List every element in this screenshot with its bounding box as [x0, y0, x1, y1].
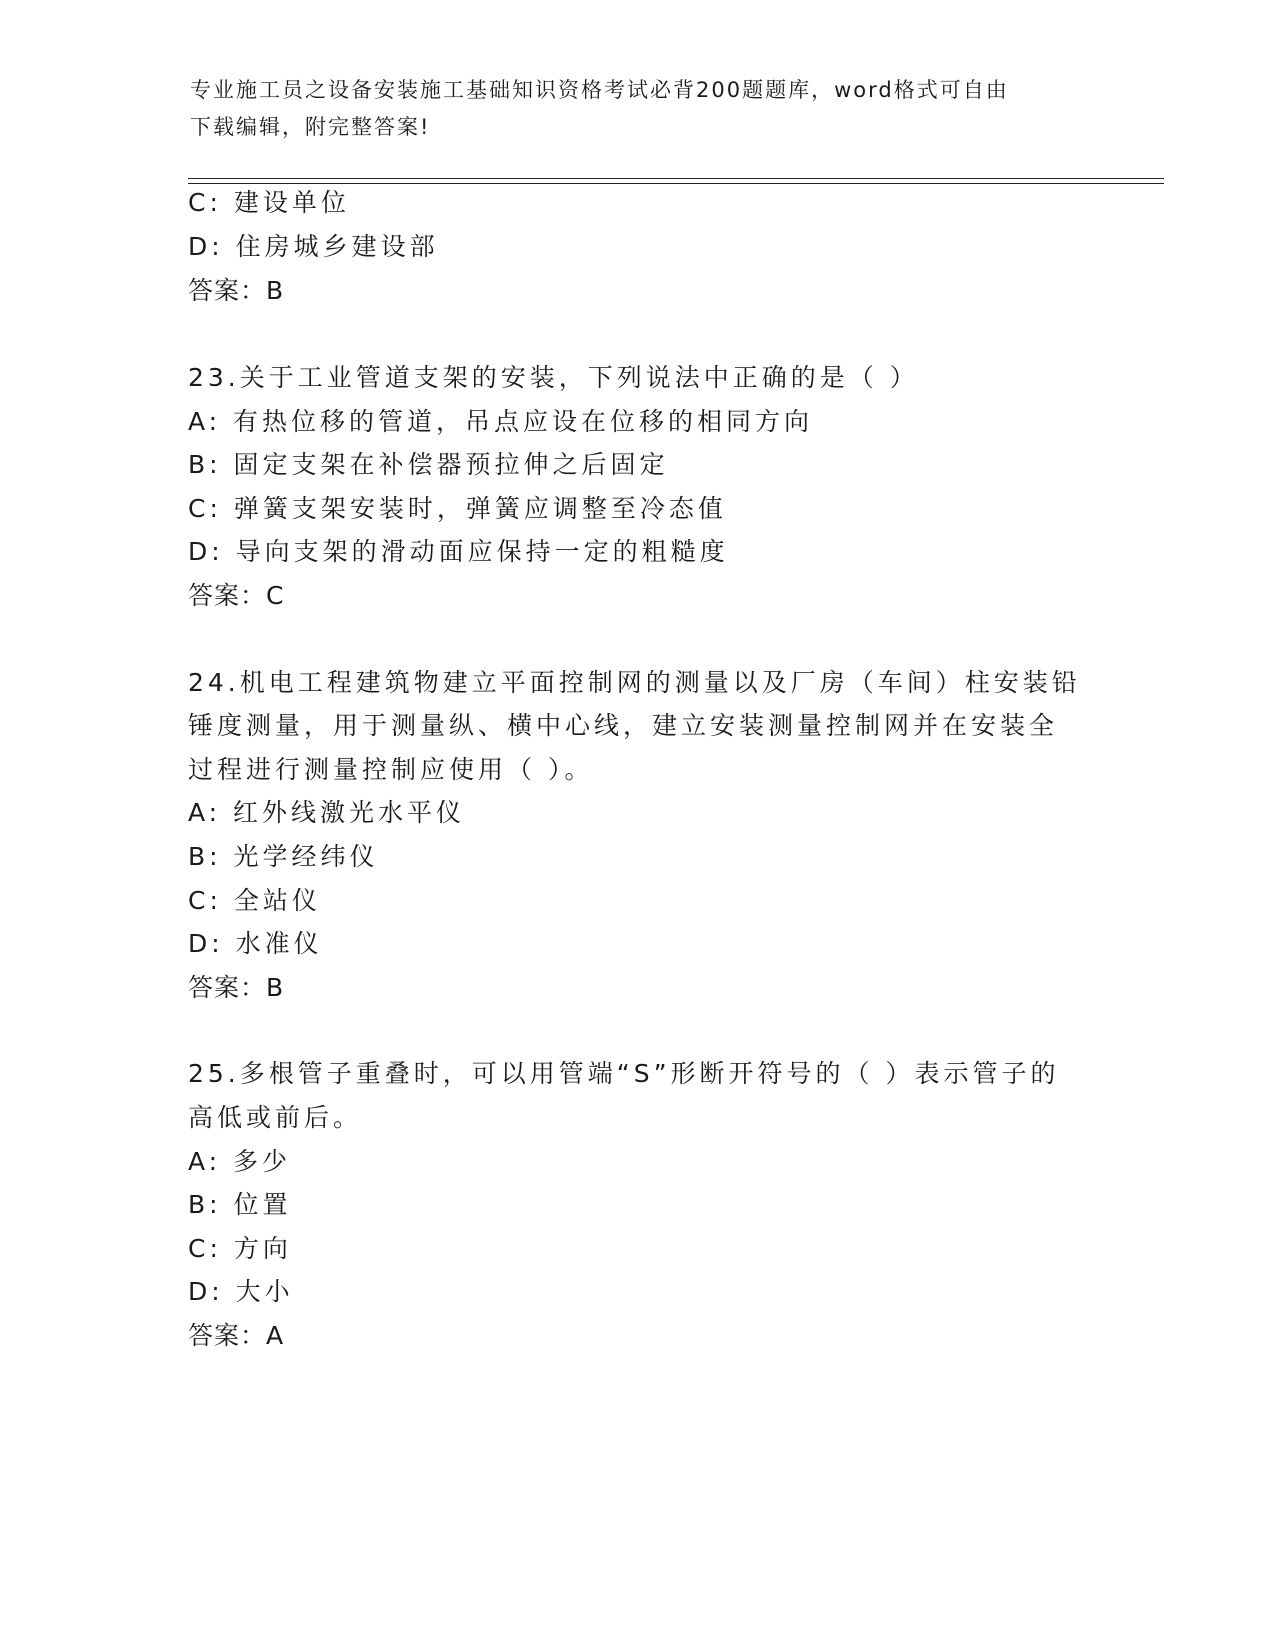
q25-option-b: B: 位置 — [188, 1190, 292, 1219]
header-line-1: 专业施工员之设备安装施工基础知识资格考试必背200题题库，word格式可自由 — [190, 78, 1009, 102]
q25-stem-line-2: 高低或前后。 — [188, 1103, 363, 1132]
q23-answer: 答案：C — [188, 581, 285, 610]
q24-stem-line-2: 锤度测量，用于测量纵、横中心线，建立安装测量控制网并在安装全 — [188, 711, 1059, 740]
q25-option-d: D: 大小 — [188, 1277, 294, 1306]
header-rule-bottom — [188, 183, 1164, 184]
q23-stem-line-1: 23.关于工业管道支架的安装，下列说法中正确的是（ ） — [188, 363, 919, 392]
q24-answer: 答案：B — [188, 973, 285, 1002]
prev-option-c: C: 建设单位 — [188, 188, 350, 217]
q24-option-a: A: 红外线激光水平仪 — [188, 798, 466, 827]
q24-option-b: B: 光学经纬仪 — [188, 842, 379, 871]
q24-option-d: D: 水准仪 — [188, 929, 323, 958]
document-header — [190, 72, 1090, 146]
q25-answer: 答案：A — [188, 1321, 285, 1350]
q25-stem-line-1: 25.多根管子重叠时，可以用管端“S”形断开符号的（ ）表示管子的 — [188, 1059, 1060, 1088]
q25-option-a: A: 多少 — [188, 1147, 292, 1176]
header-rule-top — [188, 178, 1164, 179]
prev-answer: 答案：B — [188, 276, 285, 305]
q25-option-c: C: 方向 — [188, 1234, 292, 1263]
prev-option-d: D: 住房城乡建设部 — [188, 232, 439, 261]
q23-option-a: A: 有热位移的管道，吊点应设在位移的相同方向 — [188, 407, 814, 436]
header-line-2: 下载编辑，附完整答案! — [190, 115, 431, 139]
q24-option-c: C: 全站仪 — [188, 886, 321, 915]
q23-option-d: D: 导向支架的滑动面应保持一定的粗糙度 — [188, 537, 729, 566]
q23-option-b: B: 固定支架在补偿器预拉伸之后固定 — [188, 450, 669, 479]
q23-option-c: C: 弹簧支架安装时，弹簧应调整至冷态值 — [188, 494, 727, 523]
q24-stem-line-3: 过程进行测量控制应使用（ ）。 — [188, 755, 594, 784]
q24-stem-line-1: 24.机电工程建筑物建立平面控制网的测量以及厂房（车间）柱安装铅 — [188, 668, 1081, 697]
